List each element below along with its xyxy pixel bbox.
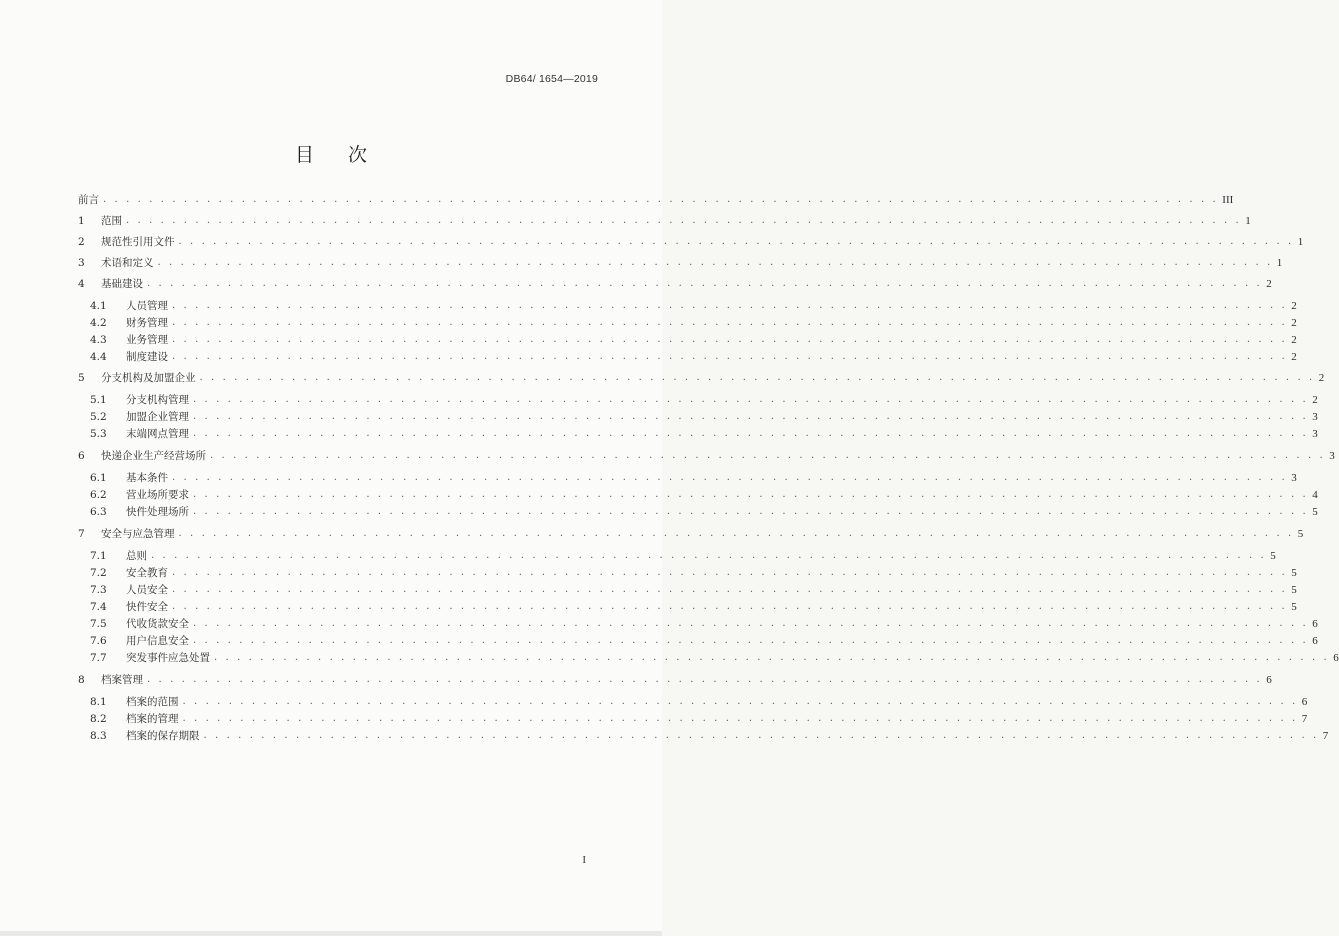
toc-dot-leader: . . . . . . . . . . . . . . . . . . . . . . . . . . . . . . . . . . . . . . . . . . . . . . . . . . . . . . . . . . . . . . . . . . . . . . . . . . . . . . . . . . . . . . . . . . . . . . . . . bbox=[199, 372, 1315, 383]
toc-entry-page: 3 bbox=[1312, 411, 1318, 423]
toc-entry-number: 5.1 bbox=[90, 394, 107, 406]
toc-entry-page: 5 bbox=[1270, 550, 1276, 562]
toc-dot-leader: . . . . . . . . . . . . . . . . . . . . . . . . . . . . . . . . . . . . . . . . . . . . . . . . . . . . . . . . . . . . . . . . . . . . . . . . . . . . . . . . . . . . . . . . . . . . . . . . . bbox=[126, 215, 1242, 226]
toc-dot-leader: . . . . . . . . . . . . . . . . . . . . . . . . . . . . . . . . . . . . . . . . . . . . . . . . . . . . . . . . . . . . . . . . . . . . . . . . . . . . . . . . . . . . . . . . . . . . . . . . . bbox=[147, 674, 1263, 685]
toc-dot-leader: . . . . . . . . . . . . . . . . . . . . . . . . . . . . . . . . . . . . . . . . . . . . . . . . . . . . . . . . . . . . . . . . . . . . . . . . . . . . . . . . . . . . . . . . . . . . . . . . . bbox=[193, 635, 1309, 646]
toc-dot-leader: . . . . . . . . . . . . . . . . . . . . . . . . . . . . . . . . . . . . . . . . . . . . . . . . . . . . . . . . . . . . . . . . . . . . . . . . . . . . . . . . . . . . . . . . . . . . . . . . . bbox=[103, 194, 1219, 205]
toc-dot-leader: . . . . . . . . . . . . . . . . . . . . . . . . . . . . . . . . . . . . . . . . . . . . . . . . . . . . . . . . . . . . . . . . . . . . . . . . . . . . . . . . . . . . . . . . . . . . . . . . . bbox=[193, 411, 1309, 422]
toc-entry-title: 档案管理 bbox=[101, 674, 143, 686]
toc-entry-number: 7.7 bbox=[90, 652, 107, 664]
toc-entry[interactable] bbox=[90, 315, 1297, 331]
toc-dot-leader: . . . . . . . . . . . . . . . . . . . . . . . . . . . . . . . . . . . . . . . . . . . . . . . . . . . . . . . . . . . . . . . . . . . . . . . . . . . . . . . . . . . . . . . . . . . . . . . . . bbox=[157, 257, 1273, 268]
toc-entry-page: 7 bbox=[1301, 713, 1308, 725]
toc-dot-leader: . . . . . . . . . . . . . . . . . . . . . . . . . . . . . . . . . . . . . . . . . . . . . . . . . . . . . . . . . . . . . . . . . . . . . . . . . . . . . . . . . . . . . . . . . . . . . . . . . bbox=[172, 584, 1288, 595]
toc-dot-leader: . . . . . . . . . . . . . . . . . . . . . . . . . . . . . . . . . . . . . . . . . . . . . . . . . . . . . . . . . . . . . . . . . . . . . . . . . . . . . . . . . . . . . . . . . . . . . . . . . bbox=[172, 351, 1288, 362]
toc-entry-page: 6 bbox=[1312, 635, 1318, 647]
toc-entry-number: 6.1 bbox=[90, 472, 107, 484]
toc-entry-number: 8 bbox=[78, 674, 85, 686]
toc-entry-title: 规范性引用文件 bbox=[101, 236, 175, 248]
toc-dot-leader: . . . . . . . . . . . . . . . . . . . . . . . . . . . . . . . . . . . . . . . . . . . . . . . . . . . . . . . . . . . . . . . . . . . . . . . . . . . . . . . . . . . . . . . . . . . . . . . . . bbox=[193, 394, 1309, 405]
toc-entry-title: 加盟企业管理 bbox=[126, 411, 189, 423]
toc-entry-number: 3 bbox=[78, 257, 85, 269]
toc-entry-page: 3 bbox=[1291, 472, 1297, 484]
toc-dot-leader: . . . . . . . . . . . . . . . . . . . . . . . . . . . . . . . . . . . . . . . . . . . . . . . . . . . . . . . . . . . . . . . . . . . . . . . . . . . . . . . . . . . . . . . . . . . . . . . . . bbox=[203, 730, 1319, 741]
toc-entry-title: 基础建设 bbox=[101, 278, 143, 290]
toc-entry-number: 7.2 bbox=[90, 567, 107, 579]
toc-entry[interactable] bbox=[90, 616, 1318, 632]
toc-entry-title: 制度建设 bbox=[126, 351, 168, 363]
toc-entry-page: 6 bbox=[1333, 652, 1339, 664]
toc-entry[interactable] bbox=[90, 409, 1318, 425]
toc-entry-page: 2 bbox=[1266, 278, 1272, 290]
toc-entry[interactable] bbox=[90, 470, 1297, 486]
toc-dot-leader: . . . . . . . . . . . . . . . . . . . . . . . . . . . . . . . . . . . . . . . . . . . . . . . . . . . . . . . . . . . . . . . . . . . . . . . . . . . . . . . . . . . . . . . . . . . . . . . . . bbox=[214, 652, 1330, 663]
toc-entry-title: 档案的管理 bbox=[126, 713, 179, 725]
toc-entry-page: 2 bbox=[1291, 351, 1297, 363]
toc-entry-title: 财务管理 bbox=[126, 317, 168, 329]
toc-entry-page: 5 bbox=[1291, 567, 1297, 579]
toc-dot-leader: . . . . . . . . . . . . . . . . . . . . . . . . . . . . . . . . . . . . . . . . . . . . . . . . . . . . . . . . . . . . . . . . . . . . . . . . . . . . . . . . . . . . . . . . . . . . . . . . . bbox=[178, 528, 1294, 539]
toc-entry-number: 6.3 bbox=[90, 506, 107, 518]
toc-entry[interactable] bbox=[90, 694, 1308, 710]
toc-entry-title: 前言 bbox=[78, 194, 99, 206]
toc-entry-page: 2 bbox=[1312, 394, 1318, 406]
toc-dot-leader: . . . . . . . . . . . . . . . . . . . . . . . . . . . . . . . . . . . . . . . . . . . . . . . . . . . . . . . . . . . . . . . . . . . . . . . . . . . . . . . . . . . . . . . . . . . . . . . . . bbox=[151, 550, 1267, 561]
toc-entry[interactable] bbox=[78, 672, 1272, 688]
toc-entry[interactable] bbox=[78, 255, 1283, 271]
document-code: DB64/ 1654—2019 bbox=[505, 73, 598, 85]
toc-dot-leader: . . . . . . . . . . . . . . . . . . . . . . . . . . . . . . . . . . . . . . . . . . . . . . . . . . . . . . . . . . . . . . . . . . . . . . . . . . . . . . . . . . . . . . . . . . . . . . . . . bbox=[172, 317, 1288, 328]
toc-entry[interactable] bbox=[78, 213, 1251, 229]
toc-entry-page: III bbox=[1222, 194, 1234, 206]
toc-entry-page: 6 bbox=[1266, 674, 1272, 686]
toc-entry-number: 5.3 bbox=[90, 428, 107, 440]
toc-entry-page: 3 bbox=[1329, 450, 1335, 462]
page-bottom-edge bbox=[0, 931, 662, 936]
toc-dot-leader: . . . . . . . . . . . . . . . . . . . . . . . . . . . . . . . . . . . . . . . . . . . . . . . . . . . . . . . . . . . . . . . . . . . . . . . . . . . . . . . . . . . . . . . . . . . . . . . . . bbox=[172, 472, 1288, 483]
toc-entry-page: 5 bbox=[1297, 528, 1304, 540]
toc-entry-number: 8.3 bbox=[90, 730, 107, 742]
toc-entry-title: 快件处理场所 bbox=[126, 506, 189, 518]
toc-entry[interactable] bbox=[78, 234, 1304, 250]
toc-dot-leader: . . . . . . . . . . . . . . . . . . . . . . . . . . . . . . . . . . . . . . . . . . . . . . . . . . . . . . . . . . . . . . . . . . . . . . . . . . . . . . . . . . . . . . . . . . . . . . . . . bbox=[193, 489, 1309, 500]
toc-entry-page: 1 bbox=[1245, 215, 1251, 227]
toc-entry[interactable] bbox=[90, 487, 1318, 503]
toc-entry-number: 8.1 bbox=[90, 696, 107, 708]
toc-entry-title: 基本条件 bbox=[126, 472, 168, 484]
toc-entry-number: 7 bbox=[78, 528, 85, 540]
toc-entry-number: 7.6 bbox=[90, 635, 107, 647]
toc-entry[interactable] bbox=[90, 633, 1318, 649]
toc-entry-number: 4.2 bbox=[90, 317, 107, 329]
toc-entry[interactable] bbox=[90, 504, 1318, 520]
toc-entry-page: 5 bbox=[1312, 506, 1318, 518]
toc-entry-page: 2 bbox=[1318, 372, 1325, 384]
toc-entry-title: 术语和定义 bbox=[101, 257, 154, 269]
toc-entry[interactable] bbox=[78, 526, 1304, 542]
toc-dot-leader: . . . . . . . . . . . . . . . . . . . . . . . . . . . . . . . . . . . . . . . . . . . . . . . . . . . . . . . . . . . . . . . . . . . . . . . . . . . . . . . . . . . . . . . . . . . . . . . . . bbox=[172, 601, 1288, 612]
toc-entry-title: 营业场所要求 bbox=[126, 489, 189, 501]
toc-entry-page: 7 bbox=[1322, 730, 1329, 742]
toc-entry-title: 代收货款安全 bbox=[126, 618, 189, 630]
toc-entry-title: 档案的范围 bbox=[126, 696, 179, 708]
toc-entry-page: 3 bbox=[1312, 428, 1318, 440]
toc-entry-number: 4.3 bbox=[90, 334, 107, 346]
toc-entry[interactable] bbox=[90, 711, 1308, 727]
toc-entry-number: 4 bbox=[78, 278, 85, 290]
toc-dot-leader: . . . . . . . . . . . . . . . . . . . . . . . . . . . . . . . . . . . . . . . . . . . . . . . . . . . . . . . . . . . . . . . . . . . . . . . . . . . . . . . . . . . . . . . . . . . . . . . . . bbox=[210, 450, 1326, 461]
toc-entry[interactable] bbox=[78, 192, 1234, 208]
toc-entry-title: 总则 bbox=[126, 550, 147, 562]
toc-entry-page: 6 bbox=[1312, 618, 1318, 630]
toc-dot-leader: . . . . . . . . . . . . . . . . . . . . . . . . . . . . . . . . . . . . . . . . . . . . . . . . . . . . . . . . . . . . . . . . . . . . . . . . . . . . . . . . . . . . . . . . . . . . . . . . . bbox=[182, 696, 1298, 707]
toc-entry-page: 6 bbox=[1301, 696, 1308, 708]
toc-entry-number: 7.4 bbox=[90, 601, 107, 613]
toc-entry-title: 人员安全 bbox=[126, 584, 168, 596]
toc-entry-number: 8.2 bbox=[90, 713, 107, 725]
toc-entry-page: 5 bbox=[1291, 584, 1297, 596]
toc-entry[interactable] bbox=[90, 582, 1297, 598]
toc-entry[interactable] bbox=[90, 650, 1339, 666]
toc-dot-leader: . . . . . . . . . . . . . . . . . . . . . . . . . . . . . . . . . . . . . . . . . . . . . . . . . . . . . . . . . . . . . . . . . . . . . . . . . . . . . . . . . . . . . . . . . . . . . . . . . bbox=[178, 236, 1294, 247]
toc-entry-number: 5 bbox=[78, 372, 85, 384]
toc-entry-number: 6.2 bbox=[90, 489, 107, 501]
toc-entry-number: 1 bbox=[78, 215, 85, 227]
toc-entry[interactable] bbox=[90, 332, 1297, 348]
toc-entry-page: 2 bbox=[1291, 334, 1297, 346]
toc-dot-leader: . . . . . . . . . . . . . . . . . . . . . . . . . . . . . . . . . . . . . . . . . . . . . . . . . . . . . . . . . . . . . . . . . . . . . . . . . . . . . . . . . . . . . . . . . . . . . . . . . bbox=[182, 713, 1298, 724]
toc-entry-page: 2 bbox=[1291, 300, 1297, 312]
toc-entry[interactable] bbox=[78, 370, 1325, 386]
toc-entry-title: 分支机构管理 bbox=[126, 394, 189, 406]
toc-entry-number: 2 bbox=[78, 236, 85, 248]
toc-entry[interactable] bbox=[90, 599, 1297, 615]
toc-entry[interactable] bbox=[90, 349, 1297, 365]
toc-entry-number: 7.3 bbox=[90, 584, 107, 596]
toc-entry-number: 7.1 bbox=[90, 550, 107, 562]
toc-entry-title: 业务管理 bbox=[126, 334, 168, 346]
toc-dot-leader: . . . . . . . . . . . . . . . . . . . . . . . . . . . . . . . . . . . . . . . . . . . . . . . . . . . . . . . . . . . . . . . . . . . . . . . . . . . . . . . . . . . . . . . . . . . . . . . . . bbox=[172, 300, 1288, 311]
toc-entry[interactable] bbox=[78, 448, 1335, 464]
toc-entry[interactable] bbox=[78, 276, 1272, 292]
toc-entry-title: 安全与应急管理 bbox=[101, 528, 175, 540]
toc-entry-page: 1 bbox=[1276, 257, 1283, 269]
toc-entry-title: 人员管理 bbox=[126, 300, 168, 312]
toc-entry-title: 末端网点管理 bbox=[126, 428, 189, 440]
toc-entry[interactable] bbox=[90, 298, 1297, 314]
page-number: I bbox=[582, 854, 586, 866]
page-title: 目 次 bbox=[294, 144, 382, 166]
toc-dot-leader: . . . . . . . . . . . . . . . . . . . . . . . . . . . . . . . . . . . . . . . . . . . . . . . . . . . . . . . . . . . . . . . . . . . . . . . . . . . . . . . . . . . . . . . . . . . . . . . . . bbox=[193, 428, 1309, 439]
toc-entry-title: 范围 bbox=[101, 215, 122, 227]
toc-entry-title: 分支机构及加盟企业 bbox=[101, 372, 196, 384]
toc-entry-page: 2 bbox=[1291, 317, 1297, 329]
toc-entry-page: 1 bbox=[1297, 236, 1304, 248]
toc-entry-page: 5 bbox=[1291, 601, 1297, 613]
toc-entry-number: 5.2 bbox=[90, 411, 107, 423]
toc-dot-leader: . . . . . . . . . . . . . . . . . . . . . . . . . . . . . . . . . . . . . . . . . . . . . . . . . . . . . . . . . . . . . . . . . . . . . . . . . . . . . . . . . . . . . . . . . . . . . . . . . bbox=[193, 618, 1309, 629]
toc-entry-title: 快递企业生产经营场所 bbox=[101, 450, 206, 462]
toc-entry[interactable] bbox=[90, 565, 1297, 581]
toc-entry-number: 4.1 bbox=[90, 300, 107, 312]
toc-entry-number: 6 bbox=[78, 450, 85, 462]
toc-entry[interactable] bbox=[90, 728, 1329, 744]
toc-dot-leader: . . . . . . . . . . . . . . . . . . . . . . . . . . . . . . . . . . . . . . . . . . . . . . . . . . . . . . . . . . . . . . . . . . . . . . . . . . . . . . . . . . . . . . . . . . . . . . . . . bbox=[172, 567, 1288, 578]
toc-dot-leader: . . . . . . . . . . . . . . . . . . . . . . . . . . . . . . . . . . . . . . . . . . . . . . . . . . . . . . . . . . . . . . . . . . . . . . . . . . . . . . . . . . . . . . . . . . . . . . . . . bbox=[172, 334, 1288, 345]
toc-entry-page: 4 bbox=[1312, 489, 1318, 501]
toc-entry-number: 4.4 bbox=[90, 351, 107, 363]
toc-entry-title: 档案的保存期限 bbox=[126, 730, 200, 742]
toc-entry-number: 7.5 bbox=[90, 618, 107, 630]
toc-entry-title: 快件安全 bbox=[126, 601, 168, 613]
toc-entry-title: 安全教育 bbox=[126, 567, 168, 579]
toc-entry-title: 用户信息安全 bbox=[126, 635, 189, 647]
toc-entry[interactable] bbox=[90, 392, 1318, 408]
toc-entry[interactable] bbox=[90, 426, 1318, 442]
toc-dot-leader: . . . . . . . . . . . . . . . . . . . . . . . . . . . . . . . . . . . . . . . . . . . . . . . . . . . . . . . . . . . . . . . . . . . . . . . . . . . . . . . . . . . . . . . . . . . . . . . . . bbox=[193, 506, 1309, 517]
toc-entry[interactable] bbox=[90, 548, 1276, 564]
toc-entry-title: 突发事件应急处置 bbox=[126, 652, 210, 664]
toc-dot-leader: . . . . . . . . . . . . . . . . . . . . . . . . . . . . . . . . . . . . . . . . . . . . . . . . . . . . . . . . . . . . . . . . . . . . . . . . . . . . . . . . . . . . . . . . . . . . . . . . . bbox=[147, 278, 1263, 289]
